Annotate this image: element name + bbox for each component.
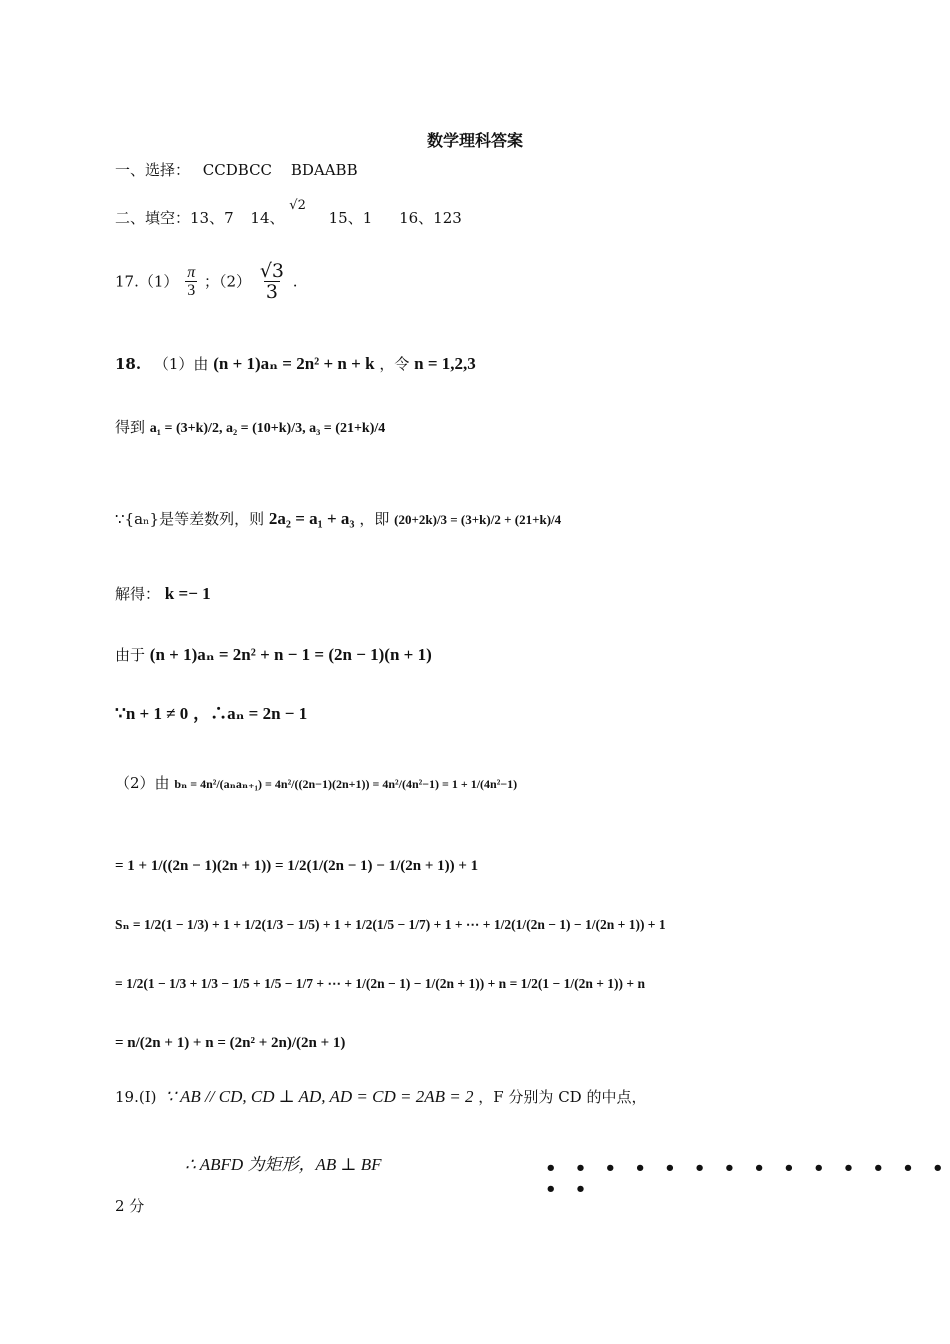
q18-line-10: = 1/2(1 − 1/3 + 1/3 − 1/5 + 1/5 − 1/7 + ⋯ + 1/(2n − 1) − 1/(2n + 1)) + n = 1/2(1 − 1/(2n + 1)) + n — [115, 976, 645, 991]
q18-line-7: （2）由 bₙ = 4n²/(aₙaₙ₊₁) = 4n²/((2n−1)(2n+1)) = 4n²/(4n²−1) = 1 + 1/(4n²−1) — [115, 774, 518, 792]
page-title: 数学理科答案 — [426, 131, 523, 150]
q18-line-5: 由于 (n + 1)aₙ = 2n² + n − 1 = (2n − 1)(n + 1) — [115, 645, 432, 664]
q19-line-2: ∴ ABFD 为矩形，AB ⊥ BF — [185, 1155, 382, 1174]
q17-fraction-1: $\frac{\pi}{3}$ — [187, 264, 196, 299]
q18-line-1: 18. （1）由 (n + 1)aₙ = 2n² + n + k ，令 n = 1,2,3 — [115, 354, 476, 373]
q18-line-9: Sₙ = 1/2(1 − 1/3) + 1 + 1/2(1/3 − 1/5) + 1 + 1/2(1/5 − 1/7) + 1 + ⋯ + 1/2(1/(2n − 1) − 1/(2n + 1)) + 1 — [115, 917, 666, 932]
q1-line: 一、选择： CCDBCC BDAABB — [115, 161, 358, 179]
q18-line-8: = 1 + 1/((2n − 1)(2n + 1)) = 1/2(1/(2n − 1) − 1/(2n + 1)) + 1 — [115, 858, 479, 874]
q18-line-2: 得到 a₁ = (3+k)/2, a₂ = (10+k)/3, a₃ = (21+k)/4 — [115, 418, 386, 436]
q19-line-1: 19.(Ⅰ) ∵ AB // CD, CD ⊥ AD, AD = CD = 2AB = 2 ，F 分别为 CD 的中点， — [115, 1087, 647, 1106]
q18-line-11: = n/(2n + 1) + n = (2n² + 2n)/(2n + 1) — [115, 1035, 346, 1051]
q18-line-3: ∵{aₙ}是等差数列，则 2a₂ = a₁ + a₃ ，即 (20+2k)/3 = (3+k)/2 + (21+k)/4 — [115, 509, 562, 528]
q17-line: 17.（1） $\frac{\pi}{3}$ ；（2） $\frac{√3}{3}$ . — [115, 260, 298, 303]
sqrt2-value: √2 — [289, 198, 306, 213]
score-text: 2 分 — [115, 1197, 145, 1215]
q18-line-6: ∵n + 1 ≠ 0 ，∴aₙ = 2n − 1 — [115, 704, 308, 723]
q2-line: 二、填空：13、7 14、 √2 15、1 16、123 — [115, 198, 462, 227]
q17-fraction-2: $\frac{√3}{3}$ — [259, 260, 285, 303]
q18-line-4: 解得： k =− 1 — [115, 584, 211, 603]
score-leader-dots: • • • • • • • • • • • • • • • • — [545, 1158, 950, 1200]
